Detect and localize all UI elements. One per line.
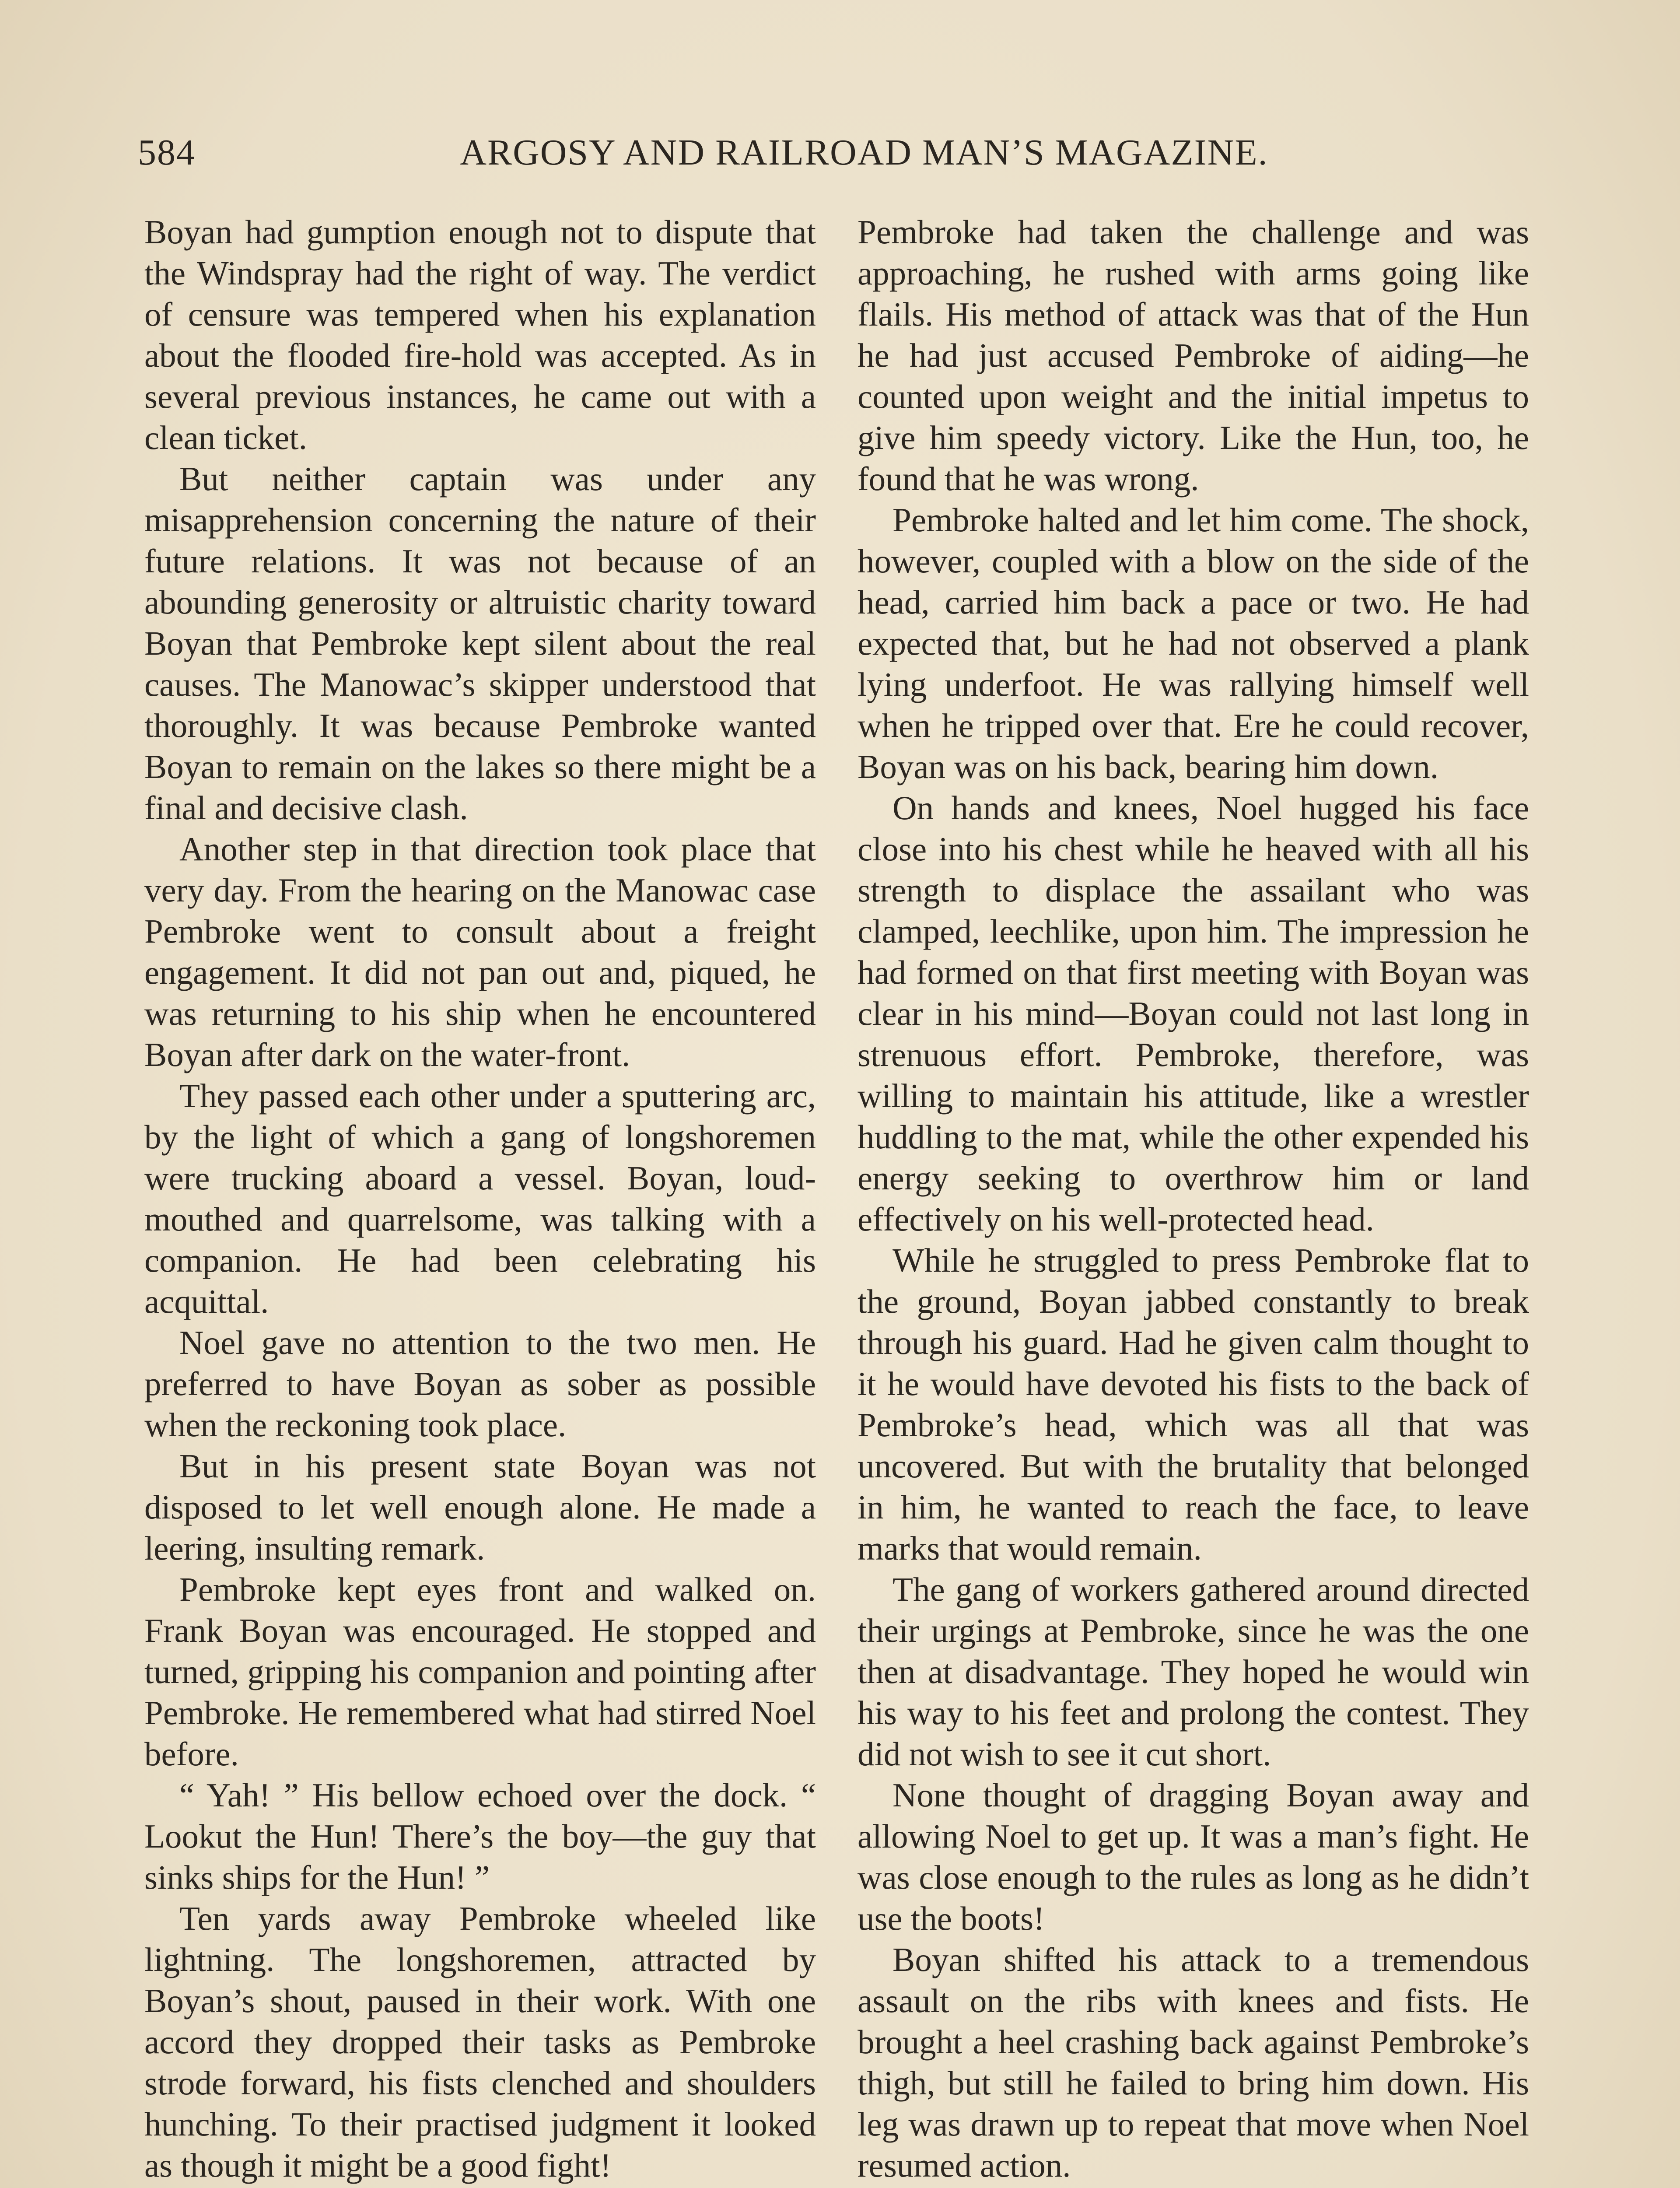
paragraph: Boyan had gumption enough not to dispute that the Windspray had the right of way. The verdict of censure was tempered when his explanation about the flooded fire-hold was accepted. As in several previous instances, he came out with a clean ticket. bbox=[144, 213, 816, 456]
paragraph: None thought of dragging Boyan away and allowing Noel to get up. It was a man’s fight. He was close enough to the rules as long as he didn’t use the boots! bbox=[858, 1776, 1529, 1937]
paragraph: Ten yards away Pembroke wheeled like lightning. The longshoremen, attracted by Boyan’s shout, paused in their work. With one accord they dropped their tasks as Pembroke strode forward, his fists clenched and shoulders hunching. To their practised judgment it looked as though it might be a good fight! bbox=[144, 1900, 816, 2184]
page-header bbox=[138, 131, 1538, 184]
paragraph: Boyan shifted his attack to a tremendous assault on the ribs with knees and fists. He brought a heel crashing back against Pembroke’s thigh, but still he failed to bring him down. His leg was drawn up to repeat that move when Noel resumed action. bbox=[858, 1941, 1529, 2184]
paragraph: Pembroke halted and let him come. The shock, however, coupled with a blow on the side of the head, carried him back a pace or two. He had expected that, but he had not observed a plank lying underfoot. He was rallying himself well when he tripped over that. Ere he could recover, Boyan was on his back, bearing him down. bbox=[858, 501, 1529, 785]
paragraph: “ Yah! ” His bellow echoed over the dock. “ Lookut the Hun! There’s the boy—the guy that sinks ships for the Hun! ” bbox=[144, 1776, 816, 1896]
running-title: ARGOSY AND RAILROAD MAN’S MAGAZINE. bbox=[460, 132, 1268, 173]
right-column bbox=[858, 211, 1529, 2188]
paragraph: Another step in that direction took place that very day. From the hearing on the Manowac case Pembroke went to consult about a freight engagement. It did not pan out and, piqued, he was returning to his ship when he encountered Boyan after dark on the water-front. bbox=[144, 830, 816, 1073]
paragraph: But in his present state Boyan was not disposed to let well enough alone. He made a leering, insulting remark. bbox=[144, 1447, 816, 1567]
paragraph: Noel gave no attention to the two men. He preferred to have Boyan as sober as possible when the reckoning took place. bbox=[144, 1324, 816, 1444]
paragraph: On hands and knees, Noel hugged his face close into his chest while he heaved with all his strength to displace the assailant who was clamped, leechlike, upon him. The impression he had formed on that first meeting with Boyan was clear in his mind—Boyan could not last long in strenuous effort. Pembroke, therefore, was willing to maintain his attitude, like a wrestler huddling to the mat, while the other expended his energy seeking to overthrow him or land effectively on his well-protected head. bbox=[858, 789, 1529, 1238]
left-column bbox=[144, 211, 816, 2188]
paragraph: They passed each other under a sputtering arc, by the light of which a gang of longshoremen were trucking aboard a vessel. Boyan, loud-mouthed and quarrelsome, was talking with a companion. He had been celebrating his acquittal. bbox=[144, 1077, 816, 1320]
paragraph: But neither captain was under any misapprehension concerning the nature of their future relations. It was not because of an abounding generosity or altruistic charity toward Boyan that Pembroke kept silent about the real causes. The Manowac’s skipper understood that thoroughly. It was because Pembroke wanted Boyan to remain on the lakes so there might be a final and decisive clash. bbox=[144, 460, 816, 827]
paragraph: While he struggled to press Pembroke flat to the ground, Boyan jabbed constantly to break through his guard. Had he given calm thought to it he would have devoted his fists to the back of Pembroke’s head, which was all that was uncovered. But with the brutality that belonged in him, he wanted to reach the face, to leave marks that would remain. bbox=[858, 1241, 1529, 1567]
paragraph: Pembroke kept eyes front and walked on. Frank Boyan was encouraged. He stopped and turned, gripping his companion and pointing after Pembroke. He remembered what had stirred Noel before. bbox=[144, 1571, 816, 1773]
page-number: 584 bbox=[138, 132, 196, 173]
paragraph: The gang of workers gathered around directed their urgings at Pembroke, since he was the one then at disadvantage. They hoped he would win his way to his feet and prolong the contest. They did not wish to see it cut short. bbox=[858, 1571, 1529, 1773]
paragraph bbox=[144, 2186, 816, 2188]
paragraph-continuation: Pembroke had taken the challenge and was approaching, he rushed with arms going like flails. His method of attack was that of the Hun he had just accused Pembroke of aiding—he counted upon weight and the initial impetus to give him speedy victory. Like the Hun, too, he found that he was wrong. bbox=[858, 213, 1529, 498]
